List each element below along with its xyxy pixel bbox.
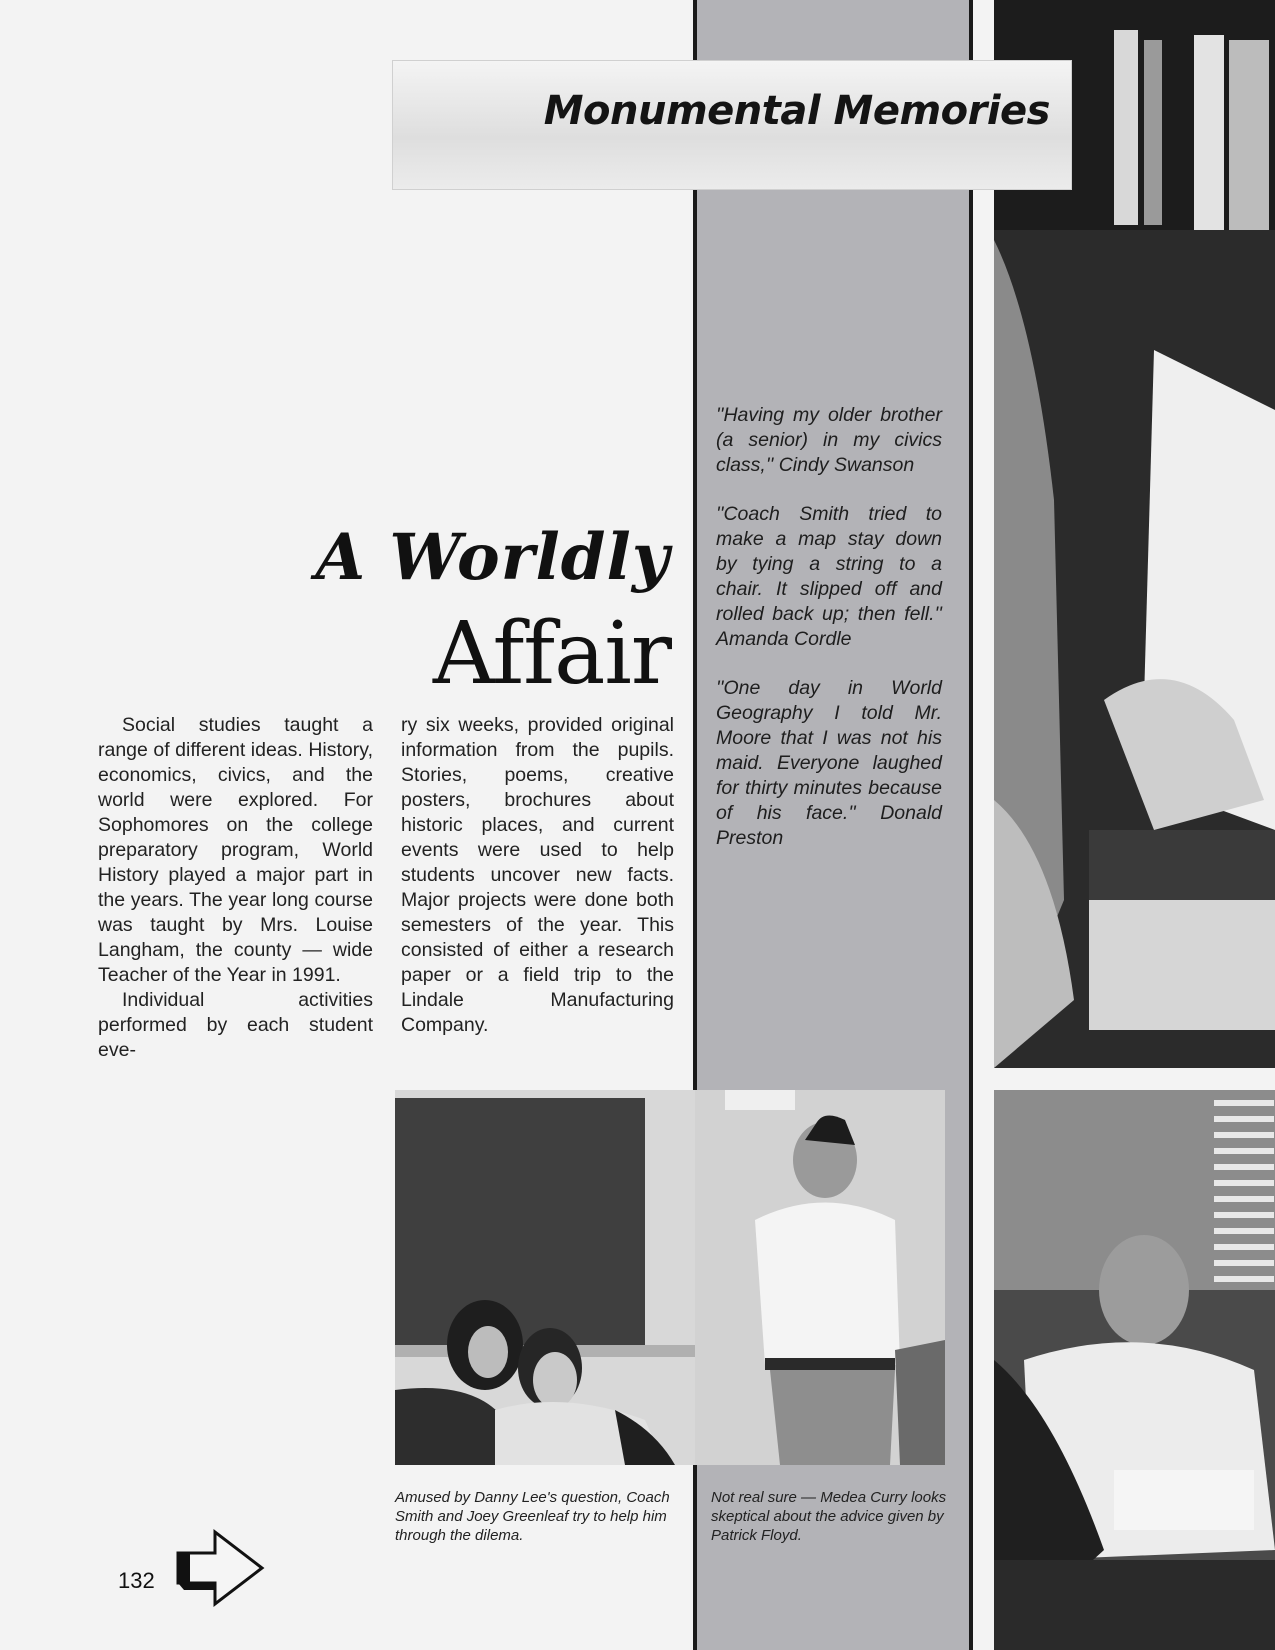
- page-number: 132: [118, 1568, 155, 1593]
- photo-caption-right: Not real sure — Medea Curry looks skeptical about the advice given by Patrick Floyd.: [711, 1489, 947, 1544]
- body-paragraph: Social studies taught a range of different ideas. History, economics, civics, and the world were explored. For Sophomores on the college preparatory program, World History played a major part in the years. The year long course was taught by Mrs. Louise Langham, the county — wide Teacher of the Year in 1991.: [98, 714, 373, 986]
- body-paragraph: ry six weeks, provided original information from the pupils. Stories, poems, creative posters, brochures about historic places, and current events were used to help students uncover new facts. Major projects were done both semesters of the year. This consisted of either a research paper or a field trip to the Lindale Manufacturing Company.: [401, 714, 674, 1036]
- section-banner: [392, 60, 1072, 190]
- photo-caption-left: Amused by Danny Lee's question, Coach Smith and Joey Greenleaf try to help him through the dilema.: [395, 1489, 670, 1544]
- body-column-2: [401, 713, 674, 1038]
- section-title: Monumental Memories: [543, 88, 1050, 134]
- student-quotes: [716, 403, 942, 875]
- headline-line-1: A Worldly: [315, 520, 670, 595]
- quote-2: ''Coach Smith tried to make a map stay down by tying a string to a chair. It slipped off and rolled back up; then fell.'' Amanda Cordle: [716, 503, 942, 650]
- quote-3: ''One day in World Geography I told Mr. Moore that I was not his maid. Everyone laughed for thirty minutes because of his face.'' Donald Preston: [716, 677, 942, 849]
- quote-1: ''Having my older brother (a senior) in my civics class,'' Cindy Swanson: [716, 404, 942, 476]
- headline-line-2: Affair: [432, 604, 671, 704]
- photo-student-writing: [994, 1090, 1275, 1650]
- photo-classroom-group: [395, 1090, 695, 1465]
- body-column-1: [98, 713, 373, 1063]
- arrow-right-icon: [170, 1528, 270, 1612]
- body-paragraph: Individual activities performed by each student eve-: [98, 989, 373, 1061]
- photo-teacher-standing: [695, 1090, 945, 1465]
